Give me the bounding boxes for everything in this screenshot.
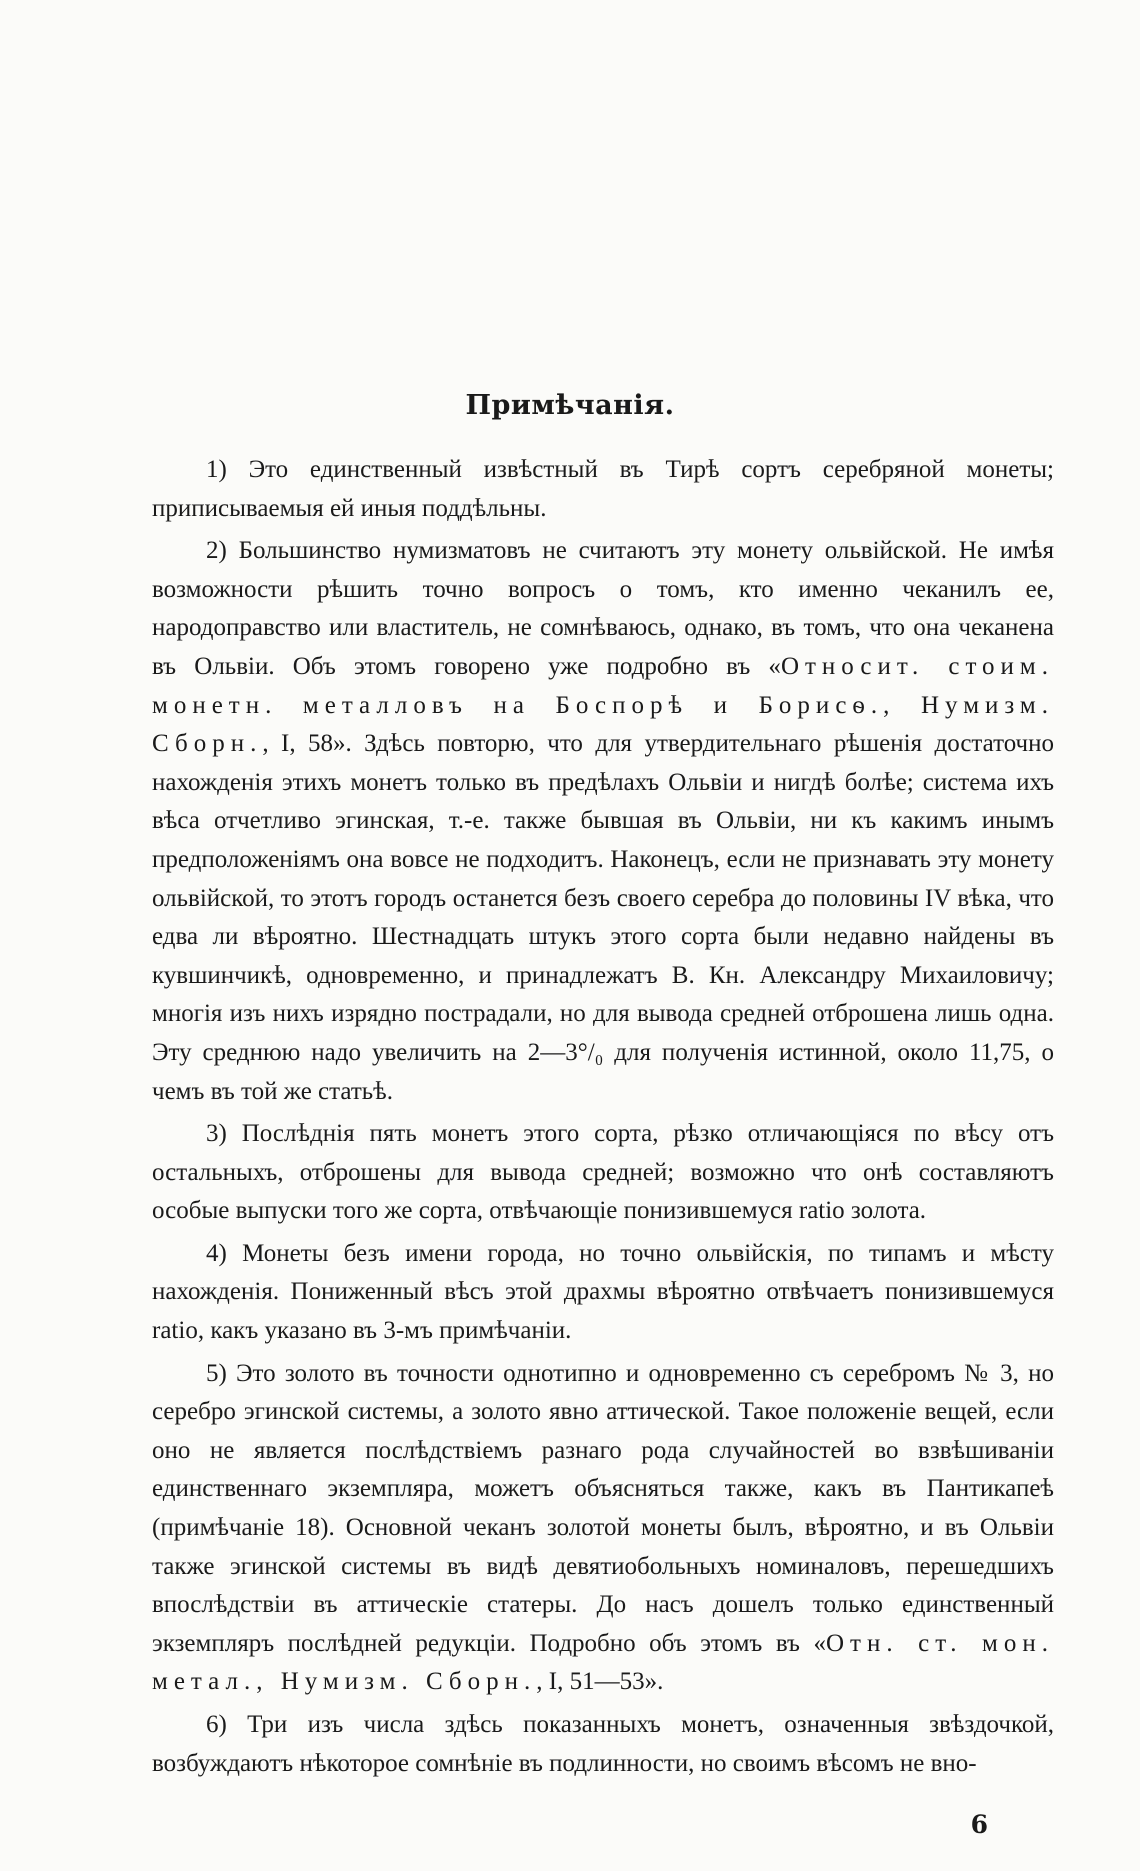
note-5-citation: Отн. ст. мон. метал., Нумизм. Сборн.	[152, 1629, 1055, 1696]
note-1: 1) Это единственный извѣстный въ Тирѣ сортъ серебряной монеты; приписываемыя ей иныя поддѣльны.	[152, 456, 1054, 522]
notes-section	[152, 451, 1054, 1787]
note-3: 3) Послѣднія пять монетъ этого сорта, рѣзко отличающіяся по вѣсу отъ остальныхъ, отброшены для вывода средней; возможно что онѣ составляютъ особые выпуски того же сорта, отвѣчающіе понизившемуся ratio золота.	[152, 1120, 1054, 1225]
note-2	[152, 532, 1054, 1111]
note-2-citation: Относит. стоим. монетн. металловъ на Боспорѣ и Борисѳ., Нумизм. Сборн.	[152, 652, 1054, 758]
note-6: 6) Три изъ числа здѣсь показанныхъ монетъ, означенныя звѣздочкой, возбуждаютъ нѣкоторое сомнѣніе въ подлинности, но своимъ вѣсомъ не вно-	[152, 1711, 1054, 1777]
page-title: Примѣчанія.	[465, 390, 675, 421]
note-2-text-start: 2) Большинство нумизматовъ не считаютъ эту монету ольвійской. Не имѣя возможности рѣшить точно вопросъ о томъ, кто именно чеканилъ ее, народоправство или властитель, не сомнѣваюсь, однако, въ томъ, что она чеканена въ Ольвіи. Объ этомъ говорено уже подробно въ «	[152, 537, 1054, 680]
page-number: 6	[970, 1810, 988, 1839]
note-5-text-end: , I, 51—53».	[536, 1668, 664, 1696]
note-4: 4) Монеты безъ имени города, но точно ольвійскія, по типамъ и мѣсту нахожденія. Пониженный вѣсъ этой драхмы вѣроятно отвѣчаетъ понизившемуся ratio, какъ указано въ 3-мъ примѣчаніи.	[152, 1239, 1054, 1345]
note-5-text-start: 5) Это золото въ точности однотипно и одновременно съ серебромъ № 3, но серебро эгинской системы, а золото явно аттической. Такое положеніе вещей, если оно не является послѣдствіемъ разнаго рода случайностей во взвѣшиваніи единственнаго экземпляра, можетъ объясняться также, какъ въ Пантикапеѣ (примѣчаніе 18). Основной чеканъ золотой монеты былъ, вѣроятно, и въ Ольвіи также эгинской системы въ видѣ девятиобольныхъ номиналовъ, перешедшихъ впослѣдствіи въ аттическіе статеры. До насъ дошелъ только единственный экземпляръ послѣдней редукціи. Подробно объ этомъ въ «	[152, 1359, 1054, 1657]
note-2-text-end: , I, 58». Здѣсь повторю, что для утвердительнаго рѣшенія достаточно нахожденія этихъ монетъ только въ предѣлахъ Ольвіи и нигдѣ болѣе; система ихъ вѣса отчетливо эгинская, т.-е. также бывшая въ Ольвіи, ни къ какимъ инымъ предположеніямъ она вовсе не подходитъ. Наконецъ, если не признавать эту монету ольвійской, то этотъ городъ останется безъ своего серебра до половины IV вѣка, что едва ли вѣроятно. Шестнадцать штукъ этого сорта были недавно найдены въ кувшинчикѣ, одновременно, и принадлежатъ В. Кн. Александру Михаиловичу; многія изъ нихъ изрядно пострадали, но для вывода средней отброшена лишь одна. Эту среднюю надо увеличить на 2—3°/₀ для полученія истинной, около 11,75, о чемъ въ той же статьѣ.	[152, 730, 1054, 1105]
note-5	[152, 1355, 1054, 1702]
